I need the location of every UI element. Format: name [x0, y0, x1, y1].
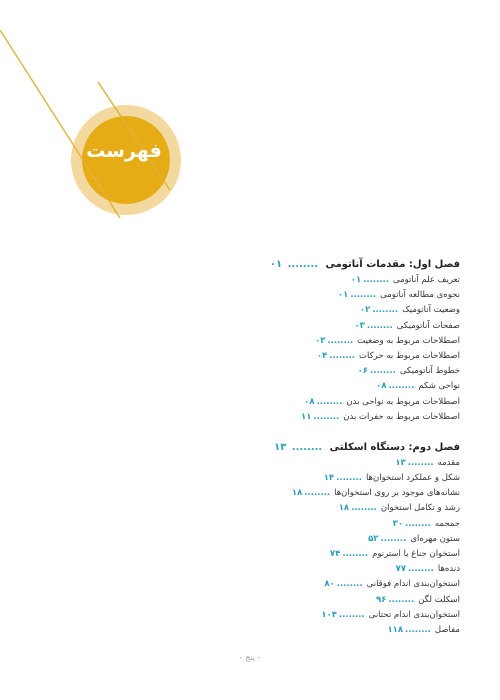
toc-entry[interactable]: [160, 547, 460, 562]
leader-dots: ........: [336, 473, 362, 484]
page-number: ۰۴: [316, 350, 328, 361]
toc-entry[interactable]: [160, 577, 460, 592]
section-spacer: [160, 425, 460, 439]
toc-entry[interactable]: [160, 349, 460, 364]
chapter-heading[interactable]: [160, 256, 460, 273]
page-number: ۸۰: [324, 579, 335, 590]
entry-label: اصطلاحات مربوط به حرکات: [359, 350, 460, 361]
leader-dots: ........: [338, 609, 365, 620]
toc-entry[interactable]: [160, 303, 460, 318]
entry-label: خطوط آناتومیکی: [399, 366, 460, 377]
page-footer: - پنج -: [239, 653, 261, 662]
page-number: ۰۲: [359, 305, 371, 316]
toc-entry[interactable]: [160, 532, 460, 547]
entry-label: شکل و عملکرد استخوان‌ها: [365, 473, 460, 484]
toc-entry[interactable]: [160, 410, 460, 425]
entry-label: دنده‌ها: [437, 564, 460, 575]
leader-dots: ........: [407, 457, 434, 468]
page-number: ۷۷: [395, 564, 407, 575]
leader-dots: ........: [329, 350, 356, 361]
toc-entry[interactable]: [160, 562, 460, 577]
page-number: ۱۳: [395, 457, 406, 468]
toc-entry[interactable]: [160, 486, 460, 501]
entry-label: اصطلاحات مربوط به وضعیت: [357, 335, 460, 346]
leader-dots: ........: [405, 624, 431, 635]
leader-dots: ........: [366, 320, 393, 331]
toc-entry[interactable]: [160, 471, 460, 486]
toc-entry[interactable]: [160, 395, 460, 410]
entry-label: وضعیت آناتومیک: [402, 305, 460, 316]
page-title: فهرست: [86, 140, 162, 162]
leader-dots: ........: [388, 594, 415, 605]
page-number: ۱۰۴: [321, 609, 337, 620]
toc-entry[interactable]: [160, 288, 460, 303]
entry-label: اسکلت لگن: [418, 594, 460, 605]
leader-dots: ........: [405, 518, 431, 529]
toc-entry[interactable]: [160, 334, 460, 349]
entry-label: تعریف علم آناتومی: [393, 275, 460, 285]
toc-entry[interactable]: [160, 517, 460, 532]
entry-label: رشد و تکامل استخوان: [380, 503, 460, 514]
entry-label: استخوان جناغ یا استرنوم: [372, 549, 460, 559]
page-number: ۱۳: [274, 441, 287, 453]
entry-label: مفاصل: [434, 624, 460, 635]
page-number: ۱۴: [323, 473, 335, 484]
page-number: ۱۱: [301, 411, 312, 422]
decorative-header-graphic: [0, 0, 500, 260]
entry-label: ستون مهره‌ای: [410, 533, 460, 544]
leader-dots: ........: [291, 441, 323, 453]
table-of-contents: [160, 256, 460, 638]
entry-label: مقدمه: [437, 457, 460, 468]
toc-entry[interactable]: [160, 456, 460, 471]
page-number: ۰۳: [354, 320, 365, 331]
leader-dots: ........: [336, 579, 363, 590]
entry-label: استخوان‌بندی اندام تحتانی: [368, 609, 460, 620]
leader-dots: ........: [363, 275, 390, 285]
page-number: ۵۲: [368, 533, 379, 544]
page-number: ۰۸: [376, 381, 387, 392]
page-number: ۱۸: [338, 503, 350, 514]
toc-entry[interactable]: [160, 379, 460, 394]
toc-entry[interactable]: [160, 273, 460, 288]
page-number: ۹۶: [375, 594, 387, 605]
page-number: ۰۸: [304, 396, 315, 407]
entry-label: استخوان‌بندی اندام فوقانی: [366, 579, 460, 590]
entry-label: نواحی شکم: [418, 381, 460, 392]
page-number: ۳۰: [392, 518, 404, 529]
toc-entry[interactable]: [160, 364, 460, 379]
page-number: ۷۴: [329, 549, 341, 559]
leader-dots: ........: [370, 366, 396, 377]
chapter-title: فصل دوم: دستگاه اسکلتی: [329, 441, 460, 453]
leader-dots: ........: [304, 488, 331, 499]
leader-dots: ........: [408, 564, 434, 575]
leader-dots: ........: [351, 503, 377, 514]
page-number: ۰۳: [315, 335, 326, 346]
toc-entry[interactable]: [160, 623, 460, 638]
page-number: ۰۶: [357, 366, 368, 377]
leader-dots: ........: [327, 335, 354, 346]
entry-label: جمجمه: [434, 518, 460, 529]
leader-dots: ........: [388, 381, 415, 392]
entry-label: نحوه‌ی مطالعه آناتومی: [380, 290, 460, 301]
toc-entry[interactable]: [160, 593, 460, 608]
entry-label: اصطلاحات مربوط به نواحی بدن: [346, 396, 460, 407]
leader-dots: ........: [372, 305, 399, 316]
leader-dots: ........: [287, 259, 318, 270]
leader-dots: ........: [380, 533, 407, 544]
toc-entry[interactable]: [160, 501, 460, 516]
page-number: ۰۱: [350, 275, 362, 285]
page-number: ۱۸: [291, 488, 303, 499]
leader-dots: ........: [313, 411, 340, 422]
leader-dots: ........: [350, 290, 377, 301]
entry-label: اصطلاحات مربوط به حفرات بدن: [343, 411, 460, 422]
toc-entry[interactable]: [160, 319, 460, 334]
page-number: ۰۱: [269, 259, 283, 270]
entry-label: صفحات آناتومیکی: [396, 320, 460, 331]
page-number: ۰۱: [337, 290, 349, 301]
page-number: ۱۱۸: [387, 624, 404, 635]
leader-dots: ........: [342, 549, 369, 559]
chapter-title: فصل اول: مقدمات آناتومی: [325, 259, 460, 270]
leader-dots: ........: [316, 396, 343, 407]
toc-entry[interactable]: [160, 608, 460, 623]
entry-label: نشانه‌های موجود بر روی استخوان‌ها: [334, 488, 460, 499]
chapter-heading[interactable]: [160, 439, 460, 456]
